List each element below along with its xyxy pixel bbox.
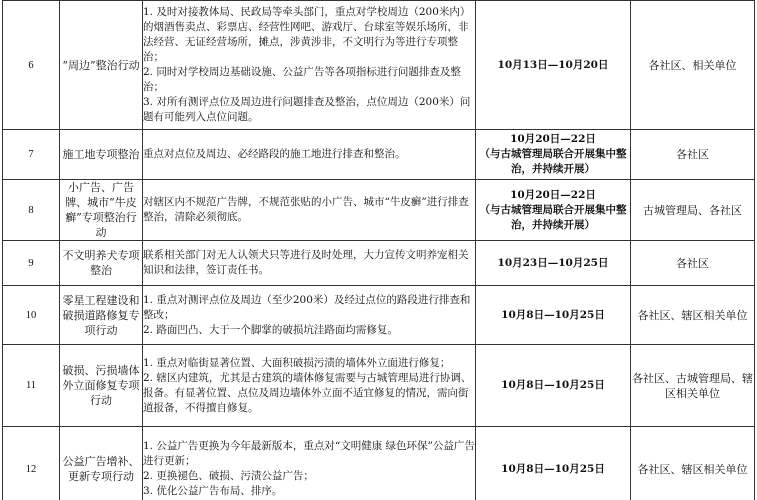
- row-number: 8: [3, 180, 60, 241]
- content-item: 3. 优化公益广告布局、排序。: [143, 485, 283, 497]
- time-range: 10月8日—10月25日: [501, 308, 605, 321]
- table-row: [3, 286, 755, 345]
- action-name: “周边”整治行动: [60, 1, 143, 130]
- content-item: 1. 及时对接教体局、民政局等牵头部门，重点对学校周边（200米内）的烟酒售卖点、彩票店、经营性网吧、游戏厅、台球室等娱乐场所，非法经营、无证经营场所，摊点，涉黄涉非，不文明行为等进行专项整治；: [143, 6, 471, 63]
- action-name: 不文明养犬专项整治: [60, 241, 143, 286]
- content-item: 1. 重点对临街显著位置、大面积破损污渍的墙体外立面进行修复；: [143, 356, 451, 369]
- time-period: [476, 427, 631, 500]
- row-number: 11: [3, 345, 60, 427]
- table-body: [3, 1, 755, 500]
- time-period: [476, 1, 631, 130]
- table-row: [3, 1, 755, 130]
- row-number: 12: [3, 427, 60, 500]
- table-row: [3, 180, 755, 241]
- action-content: [143, 345, 476, 427]
- responsible-unit: 各社区: [631, 241, 755, 286]
- time-note: （与古城管理局联合开展集中整治，并持续开展）: [479, 203, 627, 231]
- content-item: 重点对点位及周边、必经路段的施工地进行排查和整治。: [143, 148, 406, 160]
- content-item: 2. 辖区内建筑，尤其是古建筑的墙体修复需要与古城管理局进行协调、报备。有显著位置、点位及周边墙体外立面不适宜修复的情况，需向街道报备，不得擅自修复。: [143, 371, 472, 414]
- table-row: [3, 241, 755, 286]
- responsible-unit: 各社区: [631, 130, 755, 180]
- action-name: 破损、污损墙体外立面修复专项行动: [60, 345, 143, 427]
- content-item: 对辖区内不规范广告牌，不规范张贴的小广告、城市“牛皮癣”进行排查整治，清除必须彻底。: [143, 196, 469, 223]
- time-range: 10月8日—10月25日: [501, 379, 605, 391]
- action-name: 小广告、广告牌、城市“牛皮癣”专项整治行动: [60, 180, 143, 241]
- action-name: 零星工程建设和破损道路修复专项行动: [60, 286, 143, 345]
- time-period: [476, 286, 631, 345]
- action-content: [143, 180, 476, 241]
- row-number: 6: [3, 1, 60, 130]
- action-content: [143, 241, 476, 286]
- table-row: [3, 345, 755, 427]
- action-plan-table: [2, 0, 755, 500]
- action-content: [143, 130, 476, 180]
- time-range: 10月20日—22日: [510, 188, 596, 201]
- action-content: [143, 286, 476, 345]
- content-item: 联系相关部门对无人认领犬只等进行及时处理，大力宣传文明养宠相关知识和法律，签订责任书。: [143, 249, 469, 276]
- action-name: 公益广告增补、更新专项行动: [60, 427, 143, 500]
- table-row: [3, 427, 755, 500]
- responsible-unit: 各社区、辖区相关单位: [631, 286, 755, 345]
- time-range: 10月8日—10月25日: [501, 462, 605, 475]
- content-item: 2. 更换褪色、破损、污渍公益广告；: [143, 470, 314, 482]
- time-range: 10月13日—10月20日: [497, 58, 609, 71]
- time-note: （与古城管理局联合开展集中整治，并持续开展）: [479, 148, 627, 175]
- row-number: 10: [3, 286, 60, 345]
- time-range: 10月23日—10月25日: [497, 256, 609, 269]
- content-item: 1. 重点对测评点位及周边（至少200米）及经过点位的路段进行排查和整改；: [143, 293, 471, 321]
- responsible-unit: 各社区、相关单位: [631, 1, 755, 130]
- time-period: [476, 130, 631, 180]
- time-period: [476, 345, 631, 427]
- row-number: 7: [3, 130, 60, 180]
- responsible-unit: 古城管理局、各社区: [631, 180, 755, 241]
- content-item: 2. 路面凹凸、大于一个脚掌的破损坑洼路面均需修复。: [143, 323, 398, 336]
- responsible-unit: 各社区、辖区相关单位: [631, 427, 755, 500]
- time-period: [476, 241, 631, 286]
- row-number: 9: [3, 241, 60, 286]
- time-range: 10月20日—22日: [510, 133, 596, 145]
- action-content: [143, 427, 476, 500]
- table-row: [3, 130, 755, 180]
- content-item: 2. 同时对学校周边基础设施、公益广告等各项指标进行问题排查及整治；: [143, 66, 461, 93]
- content-item: 1. 公益广告更换为今年最新版本，重点对“文明健康 绿色环保”公益广告进行更新；: [143, 440, 475, 467]
- action-content: [143, 1, 476, 130]
- time-period: [476, 180, 631, 241]
- responsible-unit: 各社区、古城管理局、辖区相关单位: [631, 345, 755, 427]
- content-item: 3. 对所有测评点位及周边进行问题排查及整治，点位周边（200米）问题有可能列入点位问题。: [143, 96, 471, 123]
- action-name: 施工地专项整治: [60, 130, 143, 180]
